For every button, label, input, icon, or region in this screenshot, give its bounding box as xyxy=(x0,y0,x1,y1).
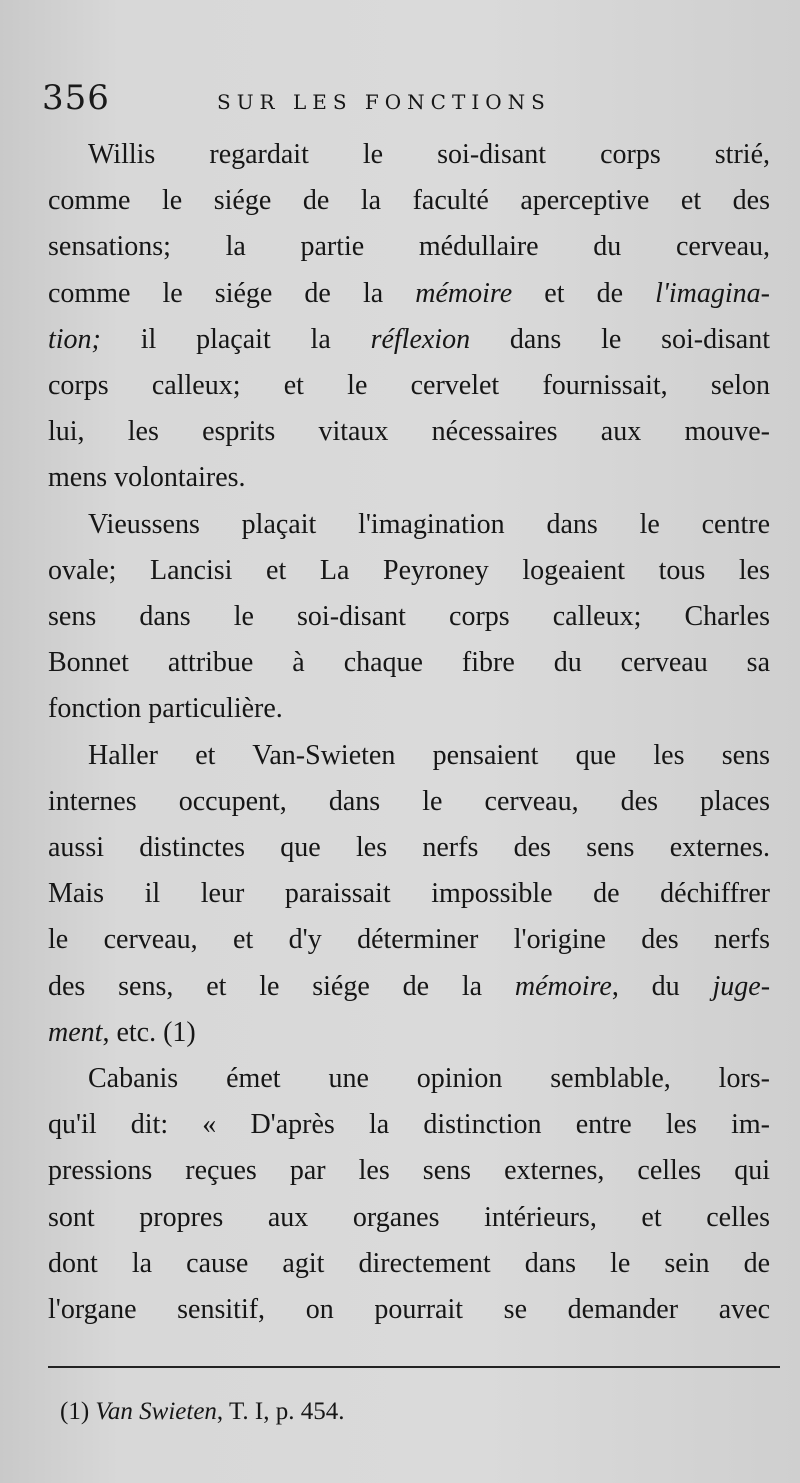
text-line: le cerveau, et d'y déterminer l'origine des nerfs xyxy=(48,924,770,956)
footnote-reference: , T. I, p. 454. xyxy=(216,1398,345,1425)
text-line: Mais il leur paraissait impossible de déchiffrer xyxy=(48,878,770,910)
text-line: lui, les esprits vitaux nécessaires aux mouve- xyxy=(48,416,770,448)
text-line: Willis regardait le soi-disant corps strié, xyxy=(88,139,770,170)
footnote-rule xyxy=(48,1366,780,1368)
footnote-author: Van Swieten xyxy=(95,1398,217,1425)
text-line: comme le siége de la faculté aperceptive et des xyxy=(48,185,770,217)
text-line: ovale; Lancisi et La Peyroney logeaient tous les xyxy=(48,554,770,586)
text-line: Vieussens plaçait l'imagination dans le centre xyxy=(88,508,770,540)
text-line: fonction particulière. xyxy=(48,693,283,725)
text-line: dont la cause agit directement dans le sein de xyxy=(48,1247,770,1279)
text-line: Haller et Van-Swieten pensaient que les sens xyxy=(88,739,770,771)
footnote xyxy=(60,1398,344,1426)
text-line: l'organe sensitif, on pourrait se demander avec xyxy=(48,1294,770,1326)
text-line: mens volontaires. xyxy=(48,462,246,494)
text-line: Cabanis émet une opinion semblable, lors- xyxy=(88,1063,770,1095)
text-line: aussi distinctes que les nerfs des sens externes. xyxy=(48,832,770,864)
running-title: SUR LES FONCTIONS xyxy=(217,90,551,114)
text-line: sensations; la partie médullaire du cerveau, xyxy=(48,231,770,263)
page-number: 356 xyxy=(42,78,110,118)
text-line: corps calleux; et le cervelet fournissait, selon xyxy=(48,370,770,402)
text-line: tion; il plaçait la réflexion dans le soi-disant xyxy=(48,323,770,355)
text-line: sens dans le soi-disant corps calleux; Charles xyxy=(48,601,770,633)
text-line: Bonnet attribue à chaque fibre du cerveau sa xyxy=(48,647,770,679)
text-line: comme le siége de la mémoire et de l'imagina- xyxy=(48,277,770,309)
text-line: pressions reçues par les sens externes, celles qui xyxy=(48,1155,770,1187)
text-line: qu'il dit: « D'après la distinction entre les im- xyxy=(48,1109,770,1141)
text-line: internes occupent, dans le cerveau, des places xyxy=(48,785,770,817)
text-line: sont propres aux organes intérieurs, et celles xyxy=(48,1201,770,1233)
text-line: ment, etc. (1) xyxy=(48,1016,196,1048)
page-header xyxy=(42,78,762,128)
text-line: des sens, et le siége de la mémoire, du juge- xyxy=(48,970,771,1002)
footnote-marker: (1) xyxy=(60,1398,90,1425)
body-text xyxy=(48,132,770,1333)
